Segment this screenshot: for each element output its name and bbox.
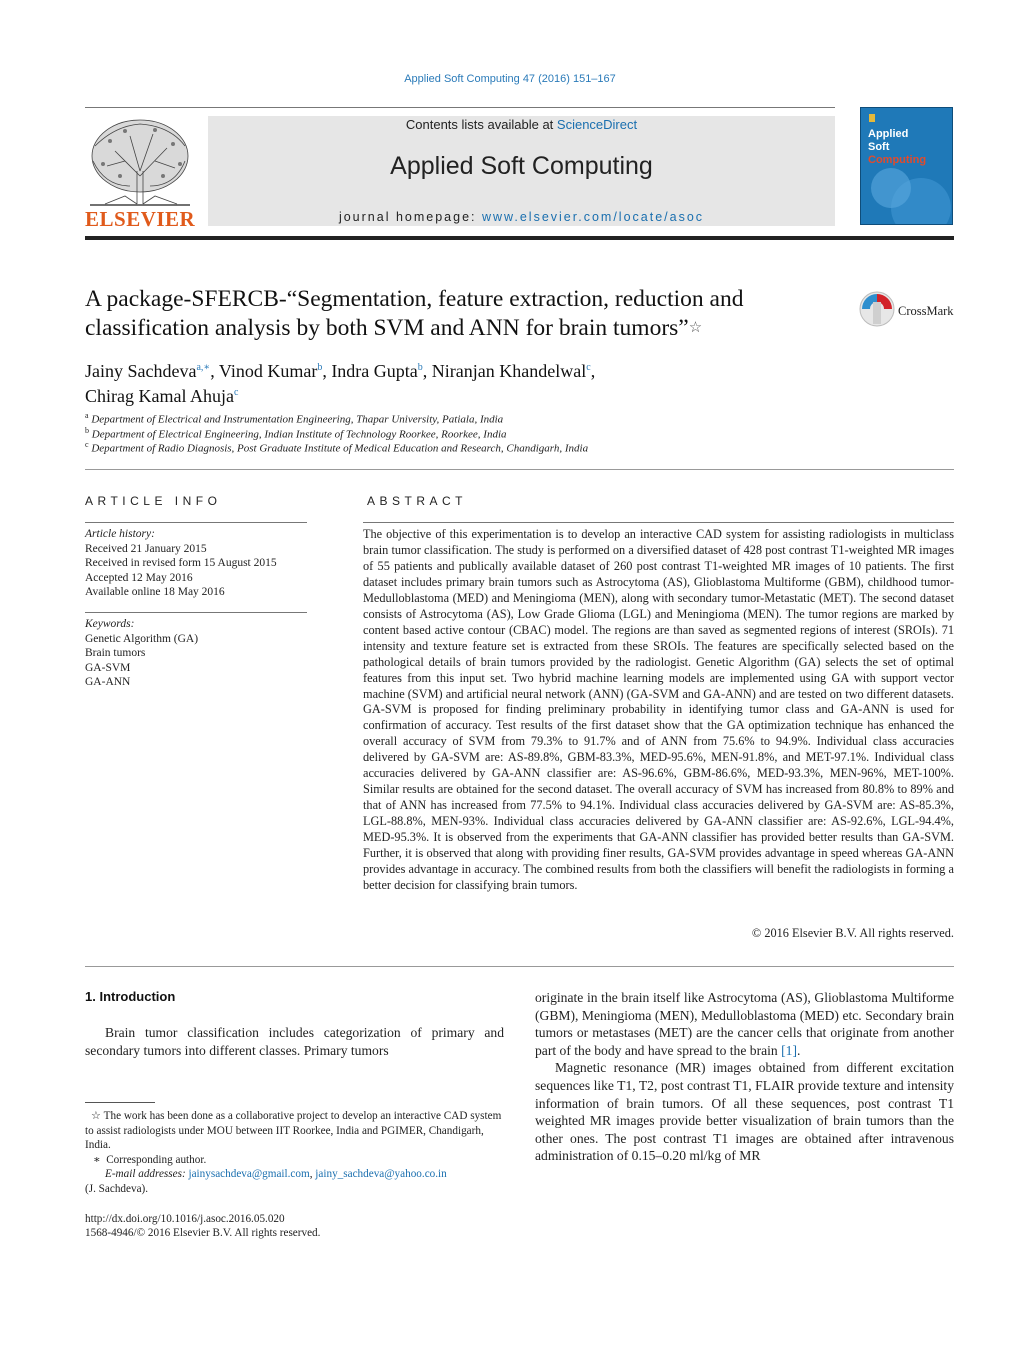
author-affiliation-mark[interactable]: b [417, 362, 423, 373]
intro-left-paragraph: Brain tumor classification includes categorization of primary and secondary tumors into different classes. Primary tumors [85, 1025, 504, 1058]
keyword: GA-ANN [85, 676, 131, 688]
footnote-rule [85, 1102, 155, 1103]
author-list [85, 357, 845, 407]
history-label: Article history: [85, 528, 155, 540]
affiliation-c [85, 440, 945, 455]
affiliation-mark: c [85, 440, 89, 449]
author-name: Vinod Kumar [218, 361, 318, 381]
affiliation-mark: a [85, 411, 89, 420]
affiliation-mark: b [85, 426, 89, 435]
citation-link[interactable]: [1] [781, 1042, 797, 1058]
elsevier-wordmark: ELSEVIER [85, 207, 196, 231]
affiliation-a [85, 411, 945, 426]
history-item: Available online 18 May 2016 [85, 586, 225, 598]
cover-line-computing: Computing [868, 154, 927, 166]
keyword: Brain tumors [85, 647, 146, 659]
title-line-1: A package-SFERCB-“Segmentation, feature extraction, reduction and [85, 286, 744, 312]
keyword: GA-SVM [85, 661, 131, 674]
article-info-rule [85, 522, 307, 523]
body-divider [85, 966, 954, 967]
masthead-rule [85, 236, 954, 240]
footnote-star-text: The work has been done as a collaborative project to develop an interactive CAD system to assist radiologists under MOU between IIT Roorkee, India and PGIMER, Chandigarh, India. [85, 1110, 502, 1152]
history-item: Received 21 January 2015 [85, 542, 207, 555]
abstract-text: The objective of this experimentation is to develop an interactive CAD system for assisting radiologists in multiclass brain tumor classification. The study is performed on a diversified dataset of 428 post contrast T1-weighted MR images of 55 patients and publically available dataset of 260 post contrast T1-weighted MR images of 10 patients. The first dataset includes primary brain tumors such as Astrocytoma (AS), Glioblastoma Multiforme (GBM), childhood tumor-Medulloblastoma (MED) and Meningioma (MEN), along with secondary tumor-Metastatic (MET). The second dataset consists of Astrocytoma (AS), Low Grade Glioma (LGL) and Meningioma (MEN). The tumor regions are marked by content based active contour (CBAC) model. The regions are than saved as segmented regions of interest (SROIs). 71 intensity and texture feature set is extracted from these SROIs. The features are specifically selected based on the pathological details of brain tumors provided by the radiologist. Genetic Algorithm (GA) selects the set of optimal features from this input set. Two hybrid machine learning models are implemented using GA with support vector machine (SVM) and artificial neural network (ANN) (GA-SVM and GA-ANN) and are tested on two different datasets. GA-SVM is proposed for finding preliminary probability in identifying tumor class and GA-ANN is used for confirmation of accuracy. Test results of the first dataset show that the GA optimization technique has enhanced the overall accuracy of SVM from 79.3% to 91.7% and of ANN from 75.6% to 94.9%. Individual class accuracies delivered by GA-SVM are: AS-89.8%, GBM-83.3%, MED-95.6%, MEN-91.8%, and MET-97.1%. Individual class accuracies delivered by GA-ANN classifier are: AS-96.6%, GBM-86.6%, MED-93.3%, MEN-96%, MET-100%. Similar results are obtained for the second dataset. The overall accuracy of SVM has increased from 80.8% to 89% and that of ANN has increased from 77.5% to 94.1%. Individual class accuracies delivered by GA-SVM are: AS-85.3%, LGL-88.8%, MEN-93%. Individual class accuracies delivered by GA-ANN classifier are: AS-92.6%, LGL-94.4%, MED-95.3%. It is observed from the experiments that GA-ANN classifier has provided better results than GA-SVM. Further, it is observed that along with providing finer results, GA-SVM provides advantage in speed whereas GA-ANN provides advantage in accuracy. The combined results from both the classifiers will benefit the radiologists in forming a better decision for classifying brain tumors. [363, 527, 954, 892]
title-line-2 [85, 314, 845, 343]
contents-prefix: Contents lists available at [405, 117, 557, 132]
footnote-corresponding [85, 1153, 505, 1168]
keywords-rule [85, 612, 307, 613]
email-owner: (J. Sachdeva). [85, 1183, 149, 1195]
crossmark-icon [858, 290, 896, 328]
cover-title [868, 128, 926, 167]
abstract-heading: ABSTRACT [367, 494, 468, 508]
author-line-2 [85, 382, 845, 407]
author-name: Indra Gupta [331, 361, 418, 381]
intro-paragraph-2: Magnetic resonance (MR) images obtained from different excitation sequences like T1, T2, post contrast T1, FLAIR provide texture and intensity information of brain tumors. Of all these sequences, post contrast T1 weighted MR images provide better visualization of brain tumors than the other ones. The post contrast T1 images are obtained after intravenous administration of 0.15–0.20 ml/kg of MR [535, 1060, 954, 1164]
email-link-1[interactable]: jainysachdeva@gmail.com [188, 1168, 310, 1180]
author-name: Chirag Kamal Ahuja [85, 386, 234, 406]
author-line-1 [85, 357, 845, 382]
affiliation-text: Department of Radio Diagnosis, Post Graduate Institute of Medical Education and Research, Chandigarh, India [91, 442, 589, 455]
keywords-label: Keywords: [85, 618, 135, 630]
author-affiliation-mark[interactable]: c [233, 387, 239, 398]
footnote-emails [85, 1167, 505, 1182]
author-separator: , [590, 361, 596, 381]
homepage-link[interactable]: www.elsevier.com/locate/asoc [481, 210, 705, 224]
journal-title: Applied Soft Computing [390, 152, 653, 180]
section-divider [85, 469, 954, 470]
author-name: Jainy Sachdeva [85, 361, 197, 381]
email-separator: , [309, 1168, 316, 1180]
cover-line-soft: Soft [868, 141, 890, 153]
author-affiliation-mark[interactable]: b [317, 362, 323, 373]
introduction-heading: 1. Introduction [85, 989, 176, 1004]
author-separator: , [210, 361, 219, 381]
header-rule [85, 107, 835, 108]
history-item: Accepted 12 May 2016 [85, 571, 193, 584]
sciencedirect-link[interactable]: ScienceDirect [556, 117, 638, 132]
abstract-copyright: © 2016 Elsevier B.V. All rights reserved. [751, 926, 954, 940]
intro-paragraph-1 [535, 989, 954, 1059]
contents-line [208, 117, 835, 132]
article-title [85, 285, 845, 343]
author-separator: , [322, 361, 332, 381]
cover-line-applied: Applied [868, 128, 909, 140]
journal-reference[interactable]: Applied Soft Computing 47 (2016) 151–167 [404, 73, 616, 85]
author-affiliation-mark[interactable]: a,∗ [196, 362, 211, 373]
title-line-2-text: classification analysis by both SVM and ANN for brain tumors” [85, 315, 689, 341]
homepage-prefix: journal homepage: [338, 210, 482, 224]
footnote-star-mark: ☆ [91, 1110, 102, 1122]
author-affiliation-mark[interactable]: c [586, 362, 591, 373]
email-link-2[interactable]: jainy_sachdeva@yahoo.co.in [315, 1168, 447, 1180]
homepage-line [208, 210, 835, 224]
intro-right-column [535, 989, 954, 1165]
title-footnote-star[interactable]: ☆ [688, 320, 703, 336]
author-separator: , [422, 361, 432, 381]
affiliation-text: Department of Electrical and Instrumentation Engineering, Thapar University, Patiala, India [91, 413, 504, 426]
keywords-list [85, 617, 315, 690]
intro-paragraph-1-text: originate in the brain itself like Astrocytoma (AS), Glioblastoma Multiforme (GBM), Meningioma (MEN), Medulloblastoma (MED) etc. Secondary brain tumors or metastases (MET) are the cancer cells that originate from another part of the body and have spread to the brain [535, 990, 954, 1058]
doi-link[interactable]: http://dx.doi.org/10.1016/j.asoc.2016.05.020 [85, 1213, 285, 1225]
crossmark-label: CrossMark [898, 304, 954, 318]
footnote-star [85, 1109, 505, 1153]
author-name: Niranjan Khandelwal [431, 361, 587, 381]
history-item: Received in revised form 15 August 2015 [85, 557, 277, 569]
issn-line: 1568-4946/© 2016 Elsevier B.V. All rights reserved. [85, 1227, 321, 1239]
footnote-asterisk: ∗ [93, 1154, 101, 1166]
crossmark-badge[interactable] [858, 290, 958, 330]
article-info-heading: ARTICLE INFO [85, 494, 222, 508]
intro-paragraph-1-end: . [796, 1042, 801, 1058]
keyword: Genetic Algorithm (GA) [85, 632, 199, 645]
affiliation-text: Department of Electrical Engineering, Indian Institute of Technology Roorkee, Roorkee, India [91, 428, 507, 441]
corresponding-text: Corresponding author. [106, 1154, 207, 1166]
affiliation-b [85, 426, 945, 441]
article-history [85, 527, 315, 600]
abstract-rule [363, 522, 954, 523]
email-label: E-mail addresses: [105, 1168, 189, 1180]
